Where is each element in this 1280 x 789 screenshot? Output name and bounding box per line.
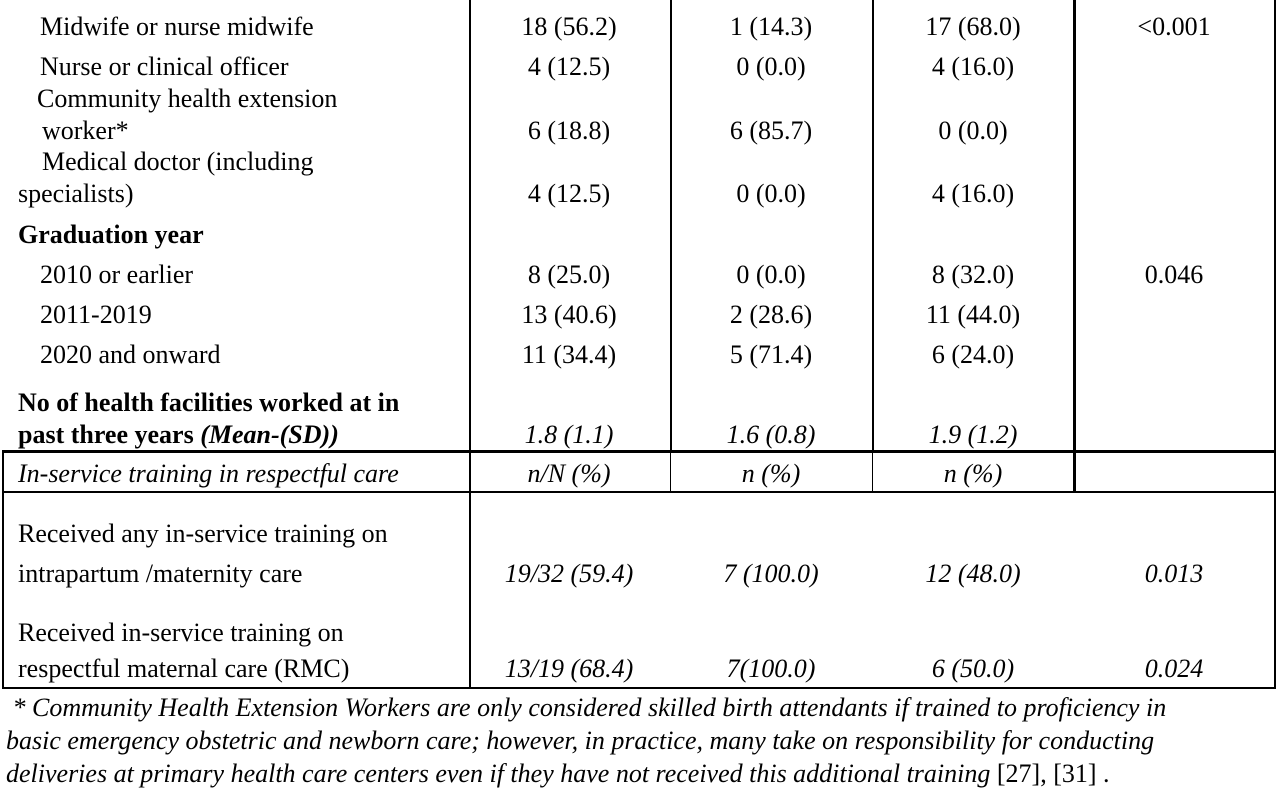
cell-facilities-c2: 1.6 (0.8) xyxy=(726,420,816,449)
row-label-facilities-line1: No of health facilities worked at in xyxy=(18,388,400,417)
col-divider-3-header xyxy=(872,450,873,492)
cell-midwife-c2: 1 (14.3) xyxy=(729,12,813,41)
cell-midwife-c3: 17 (68.0) xyxy=(925,12,1021,41)
row-label-doctor-line2: specialists) xyxy=(18,179,134,208)
row-label-2010: 2010 or earlier xyxy=(40,260,194,289)
row-label-midwife: Midwife or nurse midwife xyxy=(40,12,314,41)
row-label-chew-line2: worker* xyxy=(42,116,129,145)
col-divider-4 xyxy=(1073,0,1076,492)
col-divider-1 xyxy=(469,0,471,688)
cell-any-training-c3: 12 (48.0) xyxy=(925,559,1021,588)
header-training-c1: n/N (%) xyxy=(527,459,611,488)
row-label-facilities-line2 xyxy=(18,422,339,448)
section-divider-top xyxy=(2,450,1276,453)
cell-2011-c1: 13 (40.6) xyxy=(521,300,617,329)
cell-2010-c3: 8 (32.0) xyxy=(931,260,1015,289)
cell-doctor-c2: 0 (0.0) xyxy=(736,179,806,208)
row-label-2020: 2020 and onward xyxy=(40,340,221,369)
cell-nurse-c2: 0 (0.0) xyxy=(736,52,806,81)
section-divider-bottom xyxy=(2,491,1276,493)
col-divider-3 xyxy=(872,0,874,450)
row-label-nurse: Nurse or clinical officer xyxy=(40,52,289,81)
cell-rmc-training-c3: 6 (50.0) xyxy=(931,654,1015,683)
cell-doctor-c1: 4 (12.5) xyxy=(527,179,611,208)
footnote-references: [27], [31] . xyxy=(996,759,1110,788)
cell-facilities-c1: 1.8 (1.1) xyxy=(524,420,614,449)
cell-any-training-c1: 19/32 (59.4) xyxy=(504,559,634,588)
col-divider-2-header xyxy=(670,450,671,492)
cell-rmc-training-c1: 13/19 (68.4) xyxy=(504,654,634,683)
row-label-2011: 2011-2019 xyxy=(40,300,152,329)
cell-chew-c1: 6 (18.8) xyxy=(527,116,611,145)
row-label-any-training-line1: Received any in-service training on xyxy=(18,519,388,548)
header-training-c2: n (%) xyxy=(741,459,801,488)
table-right-border xyxy=(1274,0,1276,688)
cell-2010-c1: 8 (25.0) xyxy=(527,260,611,289)
table-bottom-border xyxy=(2,687,1276,689)
footnote-line2: basic emergency obstetric and newborn care; however, in practice, many take on responsibility for conducting xyxy=(6,726,1155,755)
table-left-border xyxy=(2,450,4,688)
col-divider-2 xyxy=(670,0,672,450)
cell-nurse-c3: 4 (16.0) xyxy=(931,52,1015,81)
cell-midwife-p: <0.001 xyxy=(1137,12,1211,41)
cell-2010-c2: 0 (0.0) xyxy=(736,260,806,289)
cell-2020-c3: 6 (24.0) xyxy=(931,340,1015,369)
cell-2020-c1: 11 (34.4) xyxy=(521,340,617,369)
cell-2020-c2: 5 (71.4) xyxy=(729,340,813,369)
section-heading-graduation-year: Graduation year xyxy=(18,220,204,249)
cell-any-training-p: 0.013 xyxy=(1144,559,1204,588)
section-heading-training: In-service training in respectful care xyxy=(18,459,399,488)
cell-rmc-training-c2: 7(100.0) xyxy=(726,654,816,683)
cell-midwife-c1: 18 (56.2) xyxy=(521,12,617,41)
row-label-rmc-training-line2: respectful maternal care (RMC) xyxy=(18,654,350,683)
facilities-label-italic: (Mean-(SD)) xyxy=(200,420,339,449)
cell-nurse-c1: 4 (12.5) xyxy=(527,52,611,81)
cell-rmc-training-p: 0.024 xyxy=(1144,654,1204,683)
footnote-line3 xyxy=(6,761,1110,787)
cell-doctor-c3: 4 (16.0) xyxy=(931,179,1015,208)
cell-chew-c3: 0 (0.0) xyxy=(938,116,1008,145)
cell-2010-p: 0.046 xyxy=(1144,260,1204,289)
row-label-any-training-line2: intrapartum /maternity care xyxy=(18,559,303,588)
cell-any-training-c2: 7 (100.0) xyxy=(723,559,819,588)
row-label-chew-line1: Community health extension xyxy=(37,84,338,113)
cell-chew-c2: 6 (85.7) xyxy=(729,116,813,145)
header-training-c3: n (%) xyxy=(943,459,1003,488)
row-label-doctor-line1: Medical doctor (including xyxy=(42,147,314,176)
cell-2011-c3: 11 (44.0) xyxy=(925,300,1021,329)
cell-2011-c2: 2 (28.6) xyxy=(729,300,813,329)
facilities-label-bold: past three years xyxy=(18,420,201,449)
cell-facilities-c3: 1.9 (1.2) xyxy=(928,420,1018,449)
footnote-line1: * Community Health Extension Workers are only considered skilled birth attendants if trained to proficiency in xyxy=(6,693,1167,722)
footnote-line3-text: deliveries at primary health care centers even if they have not received this additional training xyxy=(6,759,997,788)
row-label-rmc-training-line1: Received in-service training on xyxy=(18,618,344,647)
